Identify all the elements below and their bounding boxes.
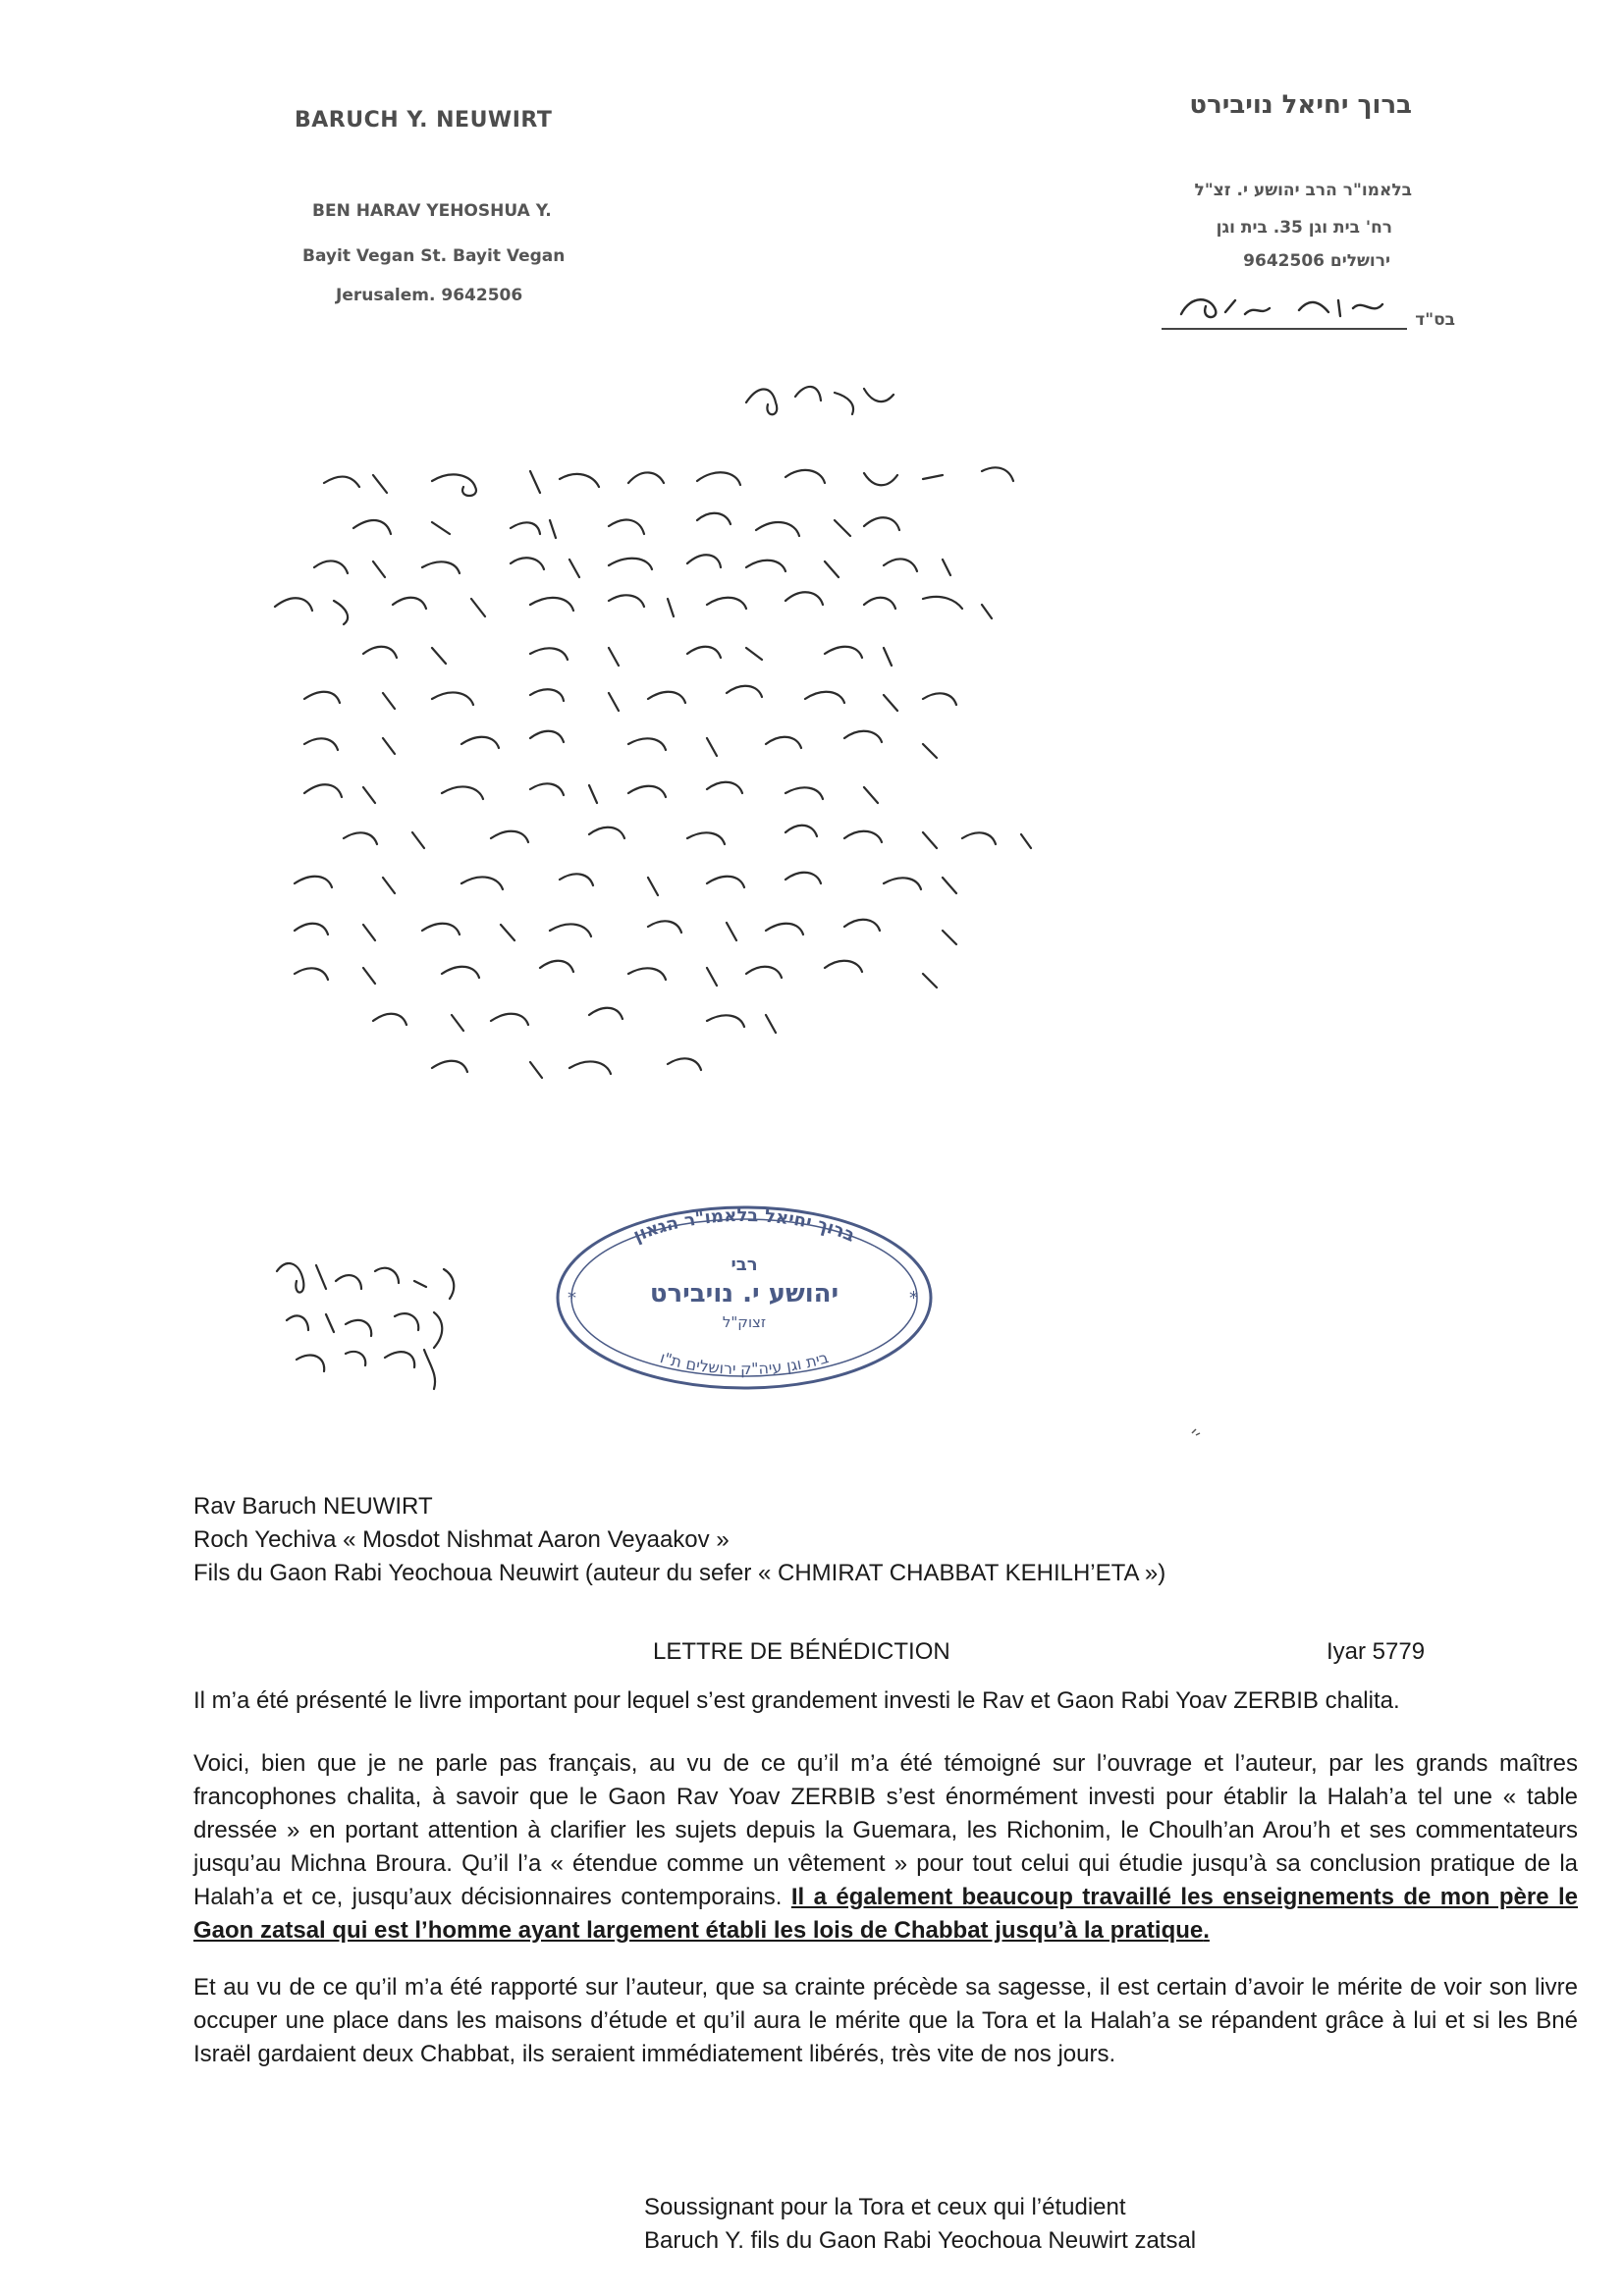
paragraph-2 (193, 1747, 1578, 1948)
letterhead-address-en: Bayit Vegan St. Bayit Vegan (302, 246, 566, 266)
letterhead-name-he: ברוך יחיאל נויבירט (1189, 90, 1412, 120)
handwritten-signature (257, 1242, 493, 1399)
letterhead-city-en: Jerusalem. 9642506 (336, 286, 523, 305)
closing-signature (644, 2191, 1624, 2258)
letterhead-hebrew (1189, 90, 1412, 271)
title-row (193, 1635, 1578, 1669)
closing-line-1: Soussignant pour la Tora et ceux qui l’étudient (644, 2194, 1126, 2220)
letterhead-english (295, 108, 565, 305)
letter-date: Iyar 5779 (1326, 1638, 1426, 1665)
closing-line-2: Baruch Y. fils du Gaon Rabi Yeochoua Neuwirt zatsal (644, 2227, 1197, 2254)
letterhead-ben-he: בלאמו"ר הרב יהושע י. זצ"ל (1194, 181, 1412, 200)
handwritten-date-scribble (1162, 287, 1407, 326)
letterhead-city-he: ירושלים 9642506 (1243, 251, 1390, 271)
stamp-line-3: זצוק"ל (722, 1313, 767, 1331)
stamp-line-1: רבי (731, 1255, 758, 1275)
header-line-son-of: Fils du Gaon Rabi Yeochoua Neuwirt (auteur du sefer « CHMIRAT CHABBAT KEHILH’ETA ») (193, 1560, 1166, 1586)
stamp-arc-bottom: בית וגן עיה"ק ירושלים ת"ו (658, 1348, 831, 1379)
scan-speck (1190, 1425, 1204, 1439)
letterhead-name-en: BARUCH Y. NEUWIRT (295, 108, 553, 133)
stamp-arc-top: ברוך יחיאל בלאמו"ר הגאון (629, 1204, 858, 1247)
paragraph-2-period: . (1203, 1917, 1210, 1944)
handwritten-date (1162, 294, 1407, 330)
paragraph-1: Il m’a été présenté le livre important pour lequel s’est grandement investi le Rav et Gaon Rabi Yoav ZERBIB chalita. (193, 1687, 1400, 1714)
paragraph-3: Et au vu de ce qu’il m’a été rapporté sur l’auteur, que sa crainte précède sa sagesse, il est certain d’avoir le mérite de voir son livre occuper une place dans les maisons d’étude et qu’il aura le mérite que la Tora et la Halah’a se répandent grâce à lui et si les Bné Israël gardaient deux Chabbat, ils seraient immédiatement libérés, très vite de nos jours. (193, 1974, 1578, 2067)
header-line-role: Roch Yechiva « Mosdot Nishmat Aaron Veyaakov » (193, 1526, 730, 1553)
paragraph-2-emphasis: Il a également beaucoup travaillé les enseignements de mon père le Gaon zatsal qui est l’homme ayant largement établi les lois de Chabbat jusqu’à la pratique (193, 1884, 1578, 1944)
rabbinical-stamp (548, 1200, 941, 1396)
letterhead-address-he: רח' בית וגן 35. בית וגן (1216, 218, 1392, 238)
header-line-name: Rav Baruch NEUWIRT (193, 1493, 433, 1520)
stamp-star-left: * (568, 1288, 576, 1308)
date-label: בס"ד (1415, 310, 1455, 330)
stamp-star-right: * (909, 1288, 918, 1308)
paragraph-2-text: Voici, bien que je ne parle pas français, au vu de ce qu’il m’a été témoigné sur l’ouvrage et l’auteur, par les grands maîtres francophones chalita, à savoir que le Gaon Rav Yoav ZERBIB s’est énormément investi pour établir la Halah’a tel une « table dressée » en portant attention à clarifier les sujets depuis la Guemara, les Richonim, le Choulh’an Arou’h et ses commentateurs jusqu’au Michna Broura. Qu’il l’a « étendue comme un vêtement » pour tout celui qui étudie jusqu’à sa conclusion pratique de la Halah’a et ce, jusqu’aux décisionnaires contemporains. (193, 1750, 1578, 1910)
letterhead-ben-en: BEN HARAV YEHOSHUA Y. (312, 201, 552, 221)
stamp-line-2: יהושע י. נויבירט (649, 1279, 839, 1308)
letter-header (193, 1490, 1578, 1590)
date-line (1162, 294, 1455, 330)
letter-title: LETTRE DE BÉNÉDICTION (653, 1638, 950, 1665)
handwritten-letter (236, 373, 1218, 1247)
